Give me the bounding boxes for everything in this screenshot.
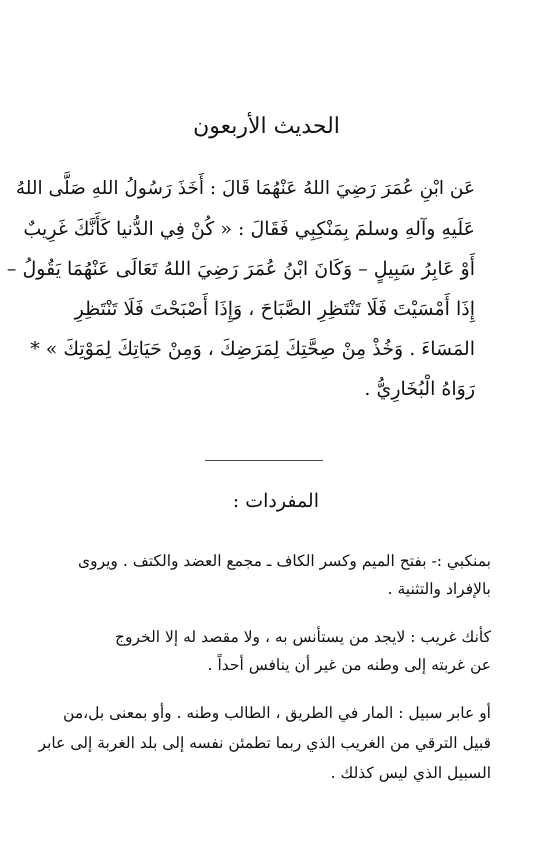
hadith-line: إِذَا أَمْسَيْتَ فَلَا تَنْتَظِرِ الصَّبَاحَ ، وَإِذَا أَصْبَحْتَ فَلَا تَنْتَظِرِ [74,298,475,320]
section-divider [205,460,323,461]
vocabulary-line: عن غربته إلى وطنه من غير أن ينافس أحداً . [207,656,491,674]
vocabulary-line: بمنكبي :- بفتح الميم وكسر الكاف ـ مجمع العضد والكتف . ويروى [77,552,491,570]
vocabulary-line: السبيل الذي ليس كذلك . [330,764,491,782]
hadith-line: المَسَاءَ . وَخُذْ مِنْ صِحَّتِكَ لِمَرَضِكَ ، وَمِنْ حَيَاتِكَ لِمَوْتِكَ » * [30,338,475,360]
vocabulary-heading: المفردات : [232,490,319,512]
hadith-line: رَوَاهُ الْبُخَارِيُّ . [364,378,475,400]
hadith-line: عَلَيهِ وآلهِ وسلمَ بِمَنْكِبِي فَقَالَ : « كُنْ فِي الدُّنيا كَأَنَّكَ غَرِيبٌ [23,218,475,240]
vocabulary-line: قبيل الترقي من الغريب الذي ربما تطمئن نفسه إلى بلد الغربة إلى عابر [38,734,491,752]
hadith-line: أَوْ عَابِرُ سَبِيلٍ – وَكَانَ ابْنُ عُمَرَ رَضِيَ اللهُ تَعَالَى عَنْهُمَا يَقُولُ – [6,258,475,280]
hadith-title: الحديث الأربعون [193,114,340,139]
vocabulary-line: كأنك غريب : لايجد من يستأنس به ، ولا مقصد له إلا الخروج [115,628,491,646]
vocabulary-line: أو عابر سبيل : المار في الطريق ، الطالب وطنه . وأو بمعنى بل،من [63,704,491,722]
hadith-line: عَن ابْنِ عُمَرَ رَضِيَ اللهُ عَنْهُمَا قَالَ : أَخَذَ رَسُولُ اللهِ صَلَّى اللهُ [15,178,475,199]
vocabulary-line: بالإفراد والتثنية . [387,580,491,598]
